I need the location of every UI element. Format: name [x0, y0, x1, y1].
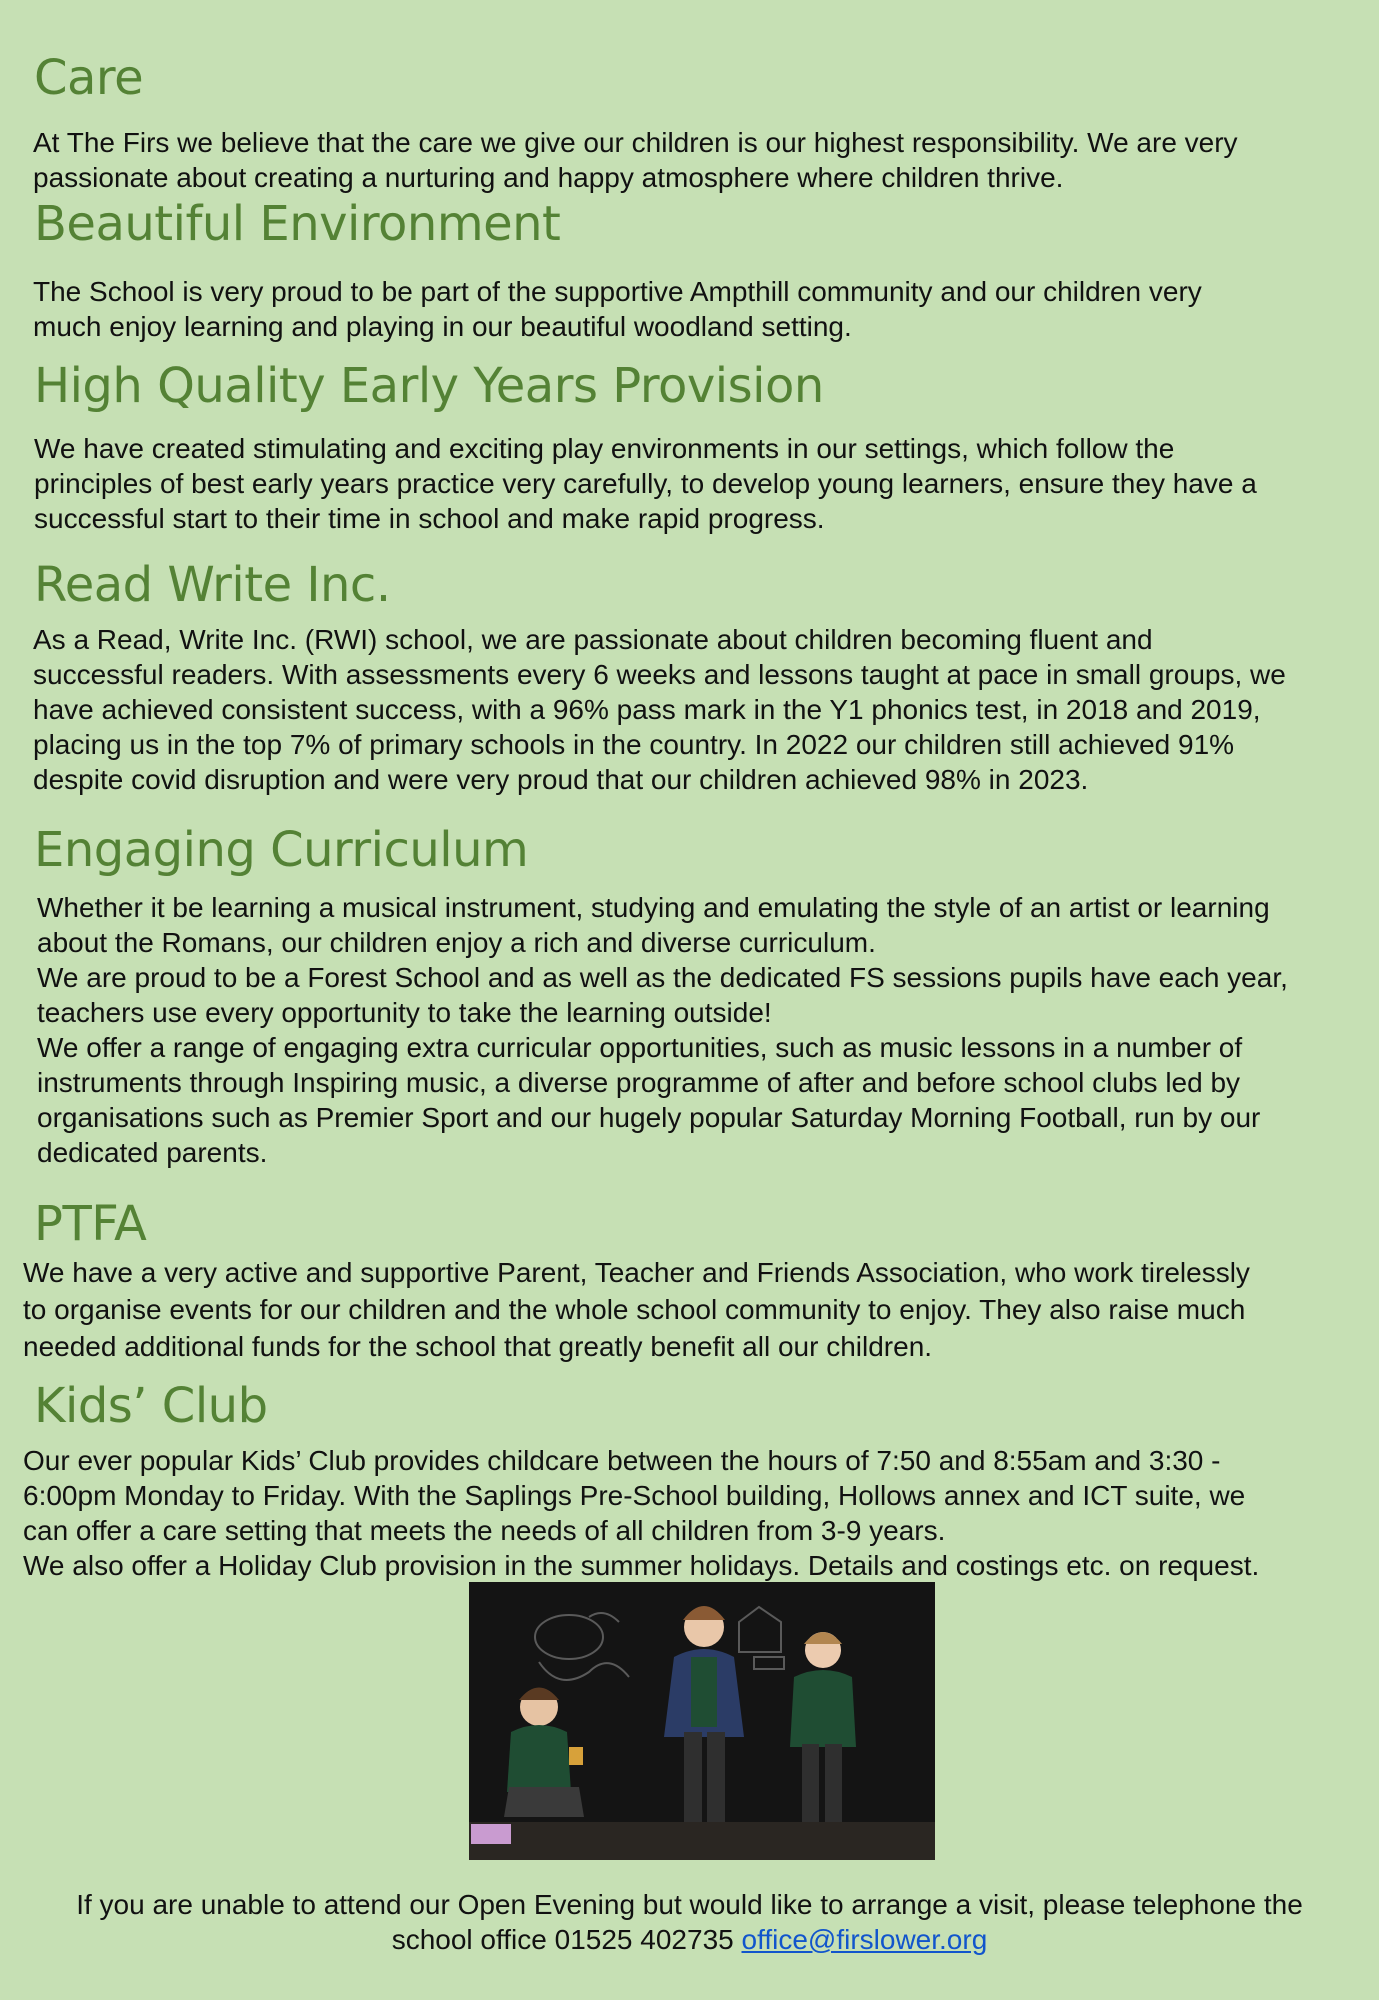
text-line: We have created stimulating and exciting play environments in our settings, which follow the [34, 433, 1175, 464]
rwi-heading: Read Write Inc. [34, 557, 391, 613]
curriculum-heading: Engaging Curriculum [34, 822, 529, 878]
text-line: We offer a range of engaging extra curricular opportunities, such as music lessons in a number of [37, 1032, 1243, 1063]
text-line: needed additional funds for the school that greatly benefit all our children. [23, 1331, 933, 1362]
early-years-text [34, 431, 1257, 536]
text-line: We are proud to be a Forest School and as well as the dedicated FS sessions pupils have each year, [37, 962, 1288, 993]
rwi-text [33, 622, 1286, 797]
text-line: instruments through Inspiring music, a diverse programme of after and before school clubs led by [37, 1067, 1241, 1098]
text-line: placing us in the top 7% of primary schools in the country. In 2022 our children still achieved 91% [33, 729, 1235, 760]
phone-text: school office 01525 402735 [391, 1924, 742, 1955]
text-line: much enjoy learning and playing in our beautiful woodland setting. [33, 311, 852, 342]
ptfa-heading: PTFA [34, 1196, 147, 1252]
children-chalkboard-photo [469, 1582, 935, 1860]
text-line: can offer a care setting that meets the needs of all children from 3-9 years. [23, 1515, 946, 1546]
environment-text [33, 274, 1202, 344]
text-line: successful start to their time in school and make rapid progress. [34, 503, 825, 534]
text-line: teachers use every opportunity to take the learning outside! [37, 997, 772, 1028]
contact-footer [0, 1887, 1379, 1957]
text-line: At The Firs we believe that the care we give our children is our highest responsibility. We are very [33, 127, 1238, 158]
environment-heading: Beautiful Environment [34, 196, 561, 252]
text-line: passionate about creating a nurturing and happy atmosphere where children thrive. [33, 162, 1064, 193]
kids-club-text [23, 1443, 1259, 1583]
text-line: have achieved consistent success, with a 96% pass mark in the Y1 phonics test, in 2018 and 2019, [33, 694, 1261, 725]
text-line: We have a very active and supportive Parent, Teacher and Friends Association, who work tirelessly [23, 1257, 1250, 1288]
text-line: 6:00pm Monday to Friday. With the Saplings Pre-School building, Hollows annex and ICT suite, we [23, 1480, 1246, 1511]
text-line: The School is very proud to be part of the supportive Ampthill community and our children very [33, 276, 1202, 307]
email-link[interactable]: office@firslower.org [741, 1924, 988, 1955]
ptfa-text [23, 1254, 1250, 1365]
text-line: principles of best early years practice very carefully, to develop young learners, ensure they have a [34, 468, 1257, 499]
footer-line [0, 1922, 1379, 1957]
kids-club-heading: Kids’ Club [34, 1378, 268, 1434]
text-line: despite covid disruption and were very proud that our children achieved 98% in 2023. [33, 764, 1089, 795]
text-line: Our ever popular Kids’ Club provides childcare between the hours of 7:50 and 8:55am and 3:30 - [23, 1445, 1221, 1476]
footer-line: If you are unable to attend our Open Evening but would like to arrange a visit, please telephone the [76, 1889, 1303, 1920]
text-line: successful readers. With assessments every 6 weeks and lessons taught at pace in small groups, we [33, 659, 1286, 690]
curriculum-text [37, 890, 1288, 1170]
text-line: organisations such as Premier Sport and our hugely popular Saturday Morning Football, run by our [37, 1102, 1261, 1133]
text-line: We also offer a Holiday Club provision in the summer holidays. Details and costings etc. on request. [23, 1550, 1260, 1581]
text-line: about the Romans, our children enjoy a rich and diverse curriculum. [37, 927, 876, 958]
early-years-heading: High Quality Early Years Provision [34, 358, 824, 414]
text-line: As a Read, Write Inc. (RWI) school, we are passionate about children becoming fluent and [33, 624, 1153, 655]
text-line: Whether it be learning a musical instrument, studying and emulating the style of an artist or learning [37, 892, 1270, 923]
care-heading: Care [34, 50, 144, 106]
care-text [33, 125, 1238, 195]
text-line: dedicated parents. [37, 1137, 268, 1168]
text-line: to organise events for our children and the whole school community to enjoy. They also raise much [23, 1294, 1246, 1325]
